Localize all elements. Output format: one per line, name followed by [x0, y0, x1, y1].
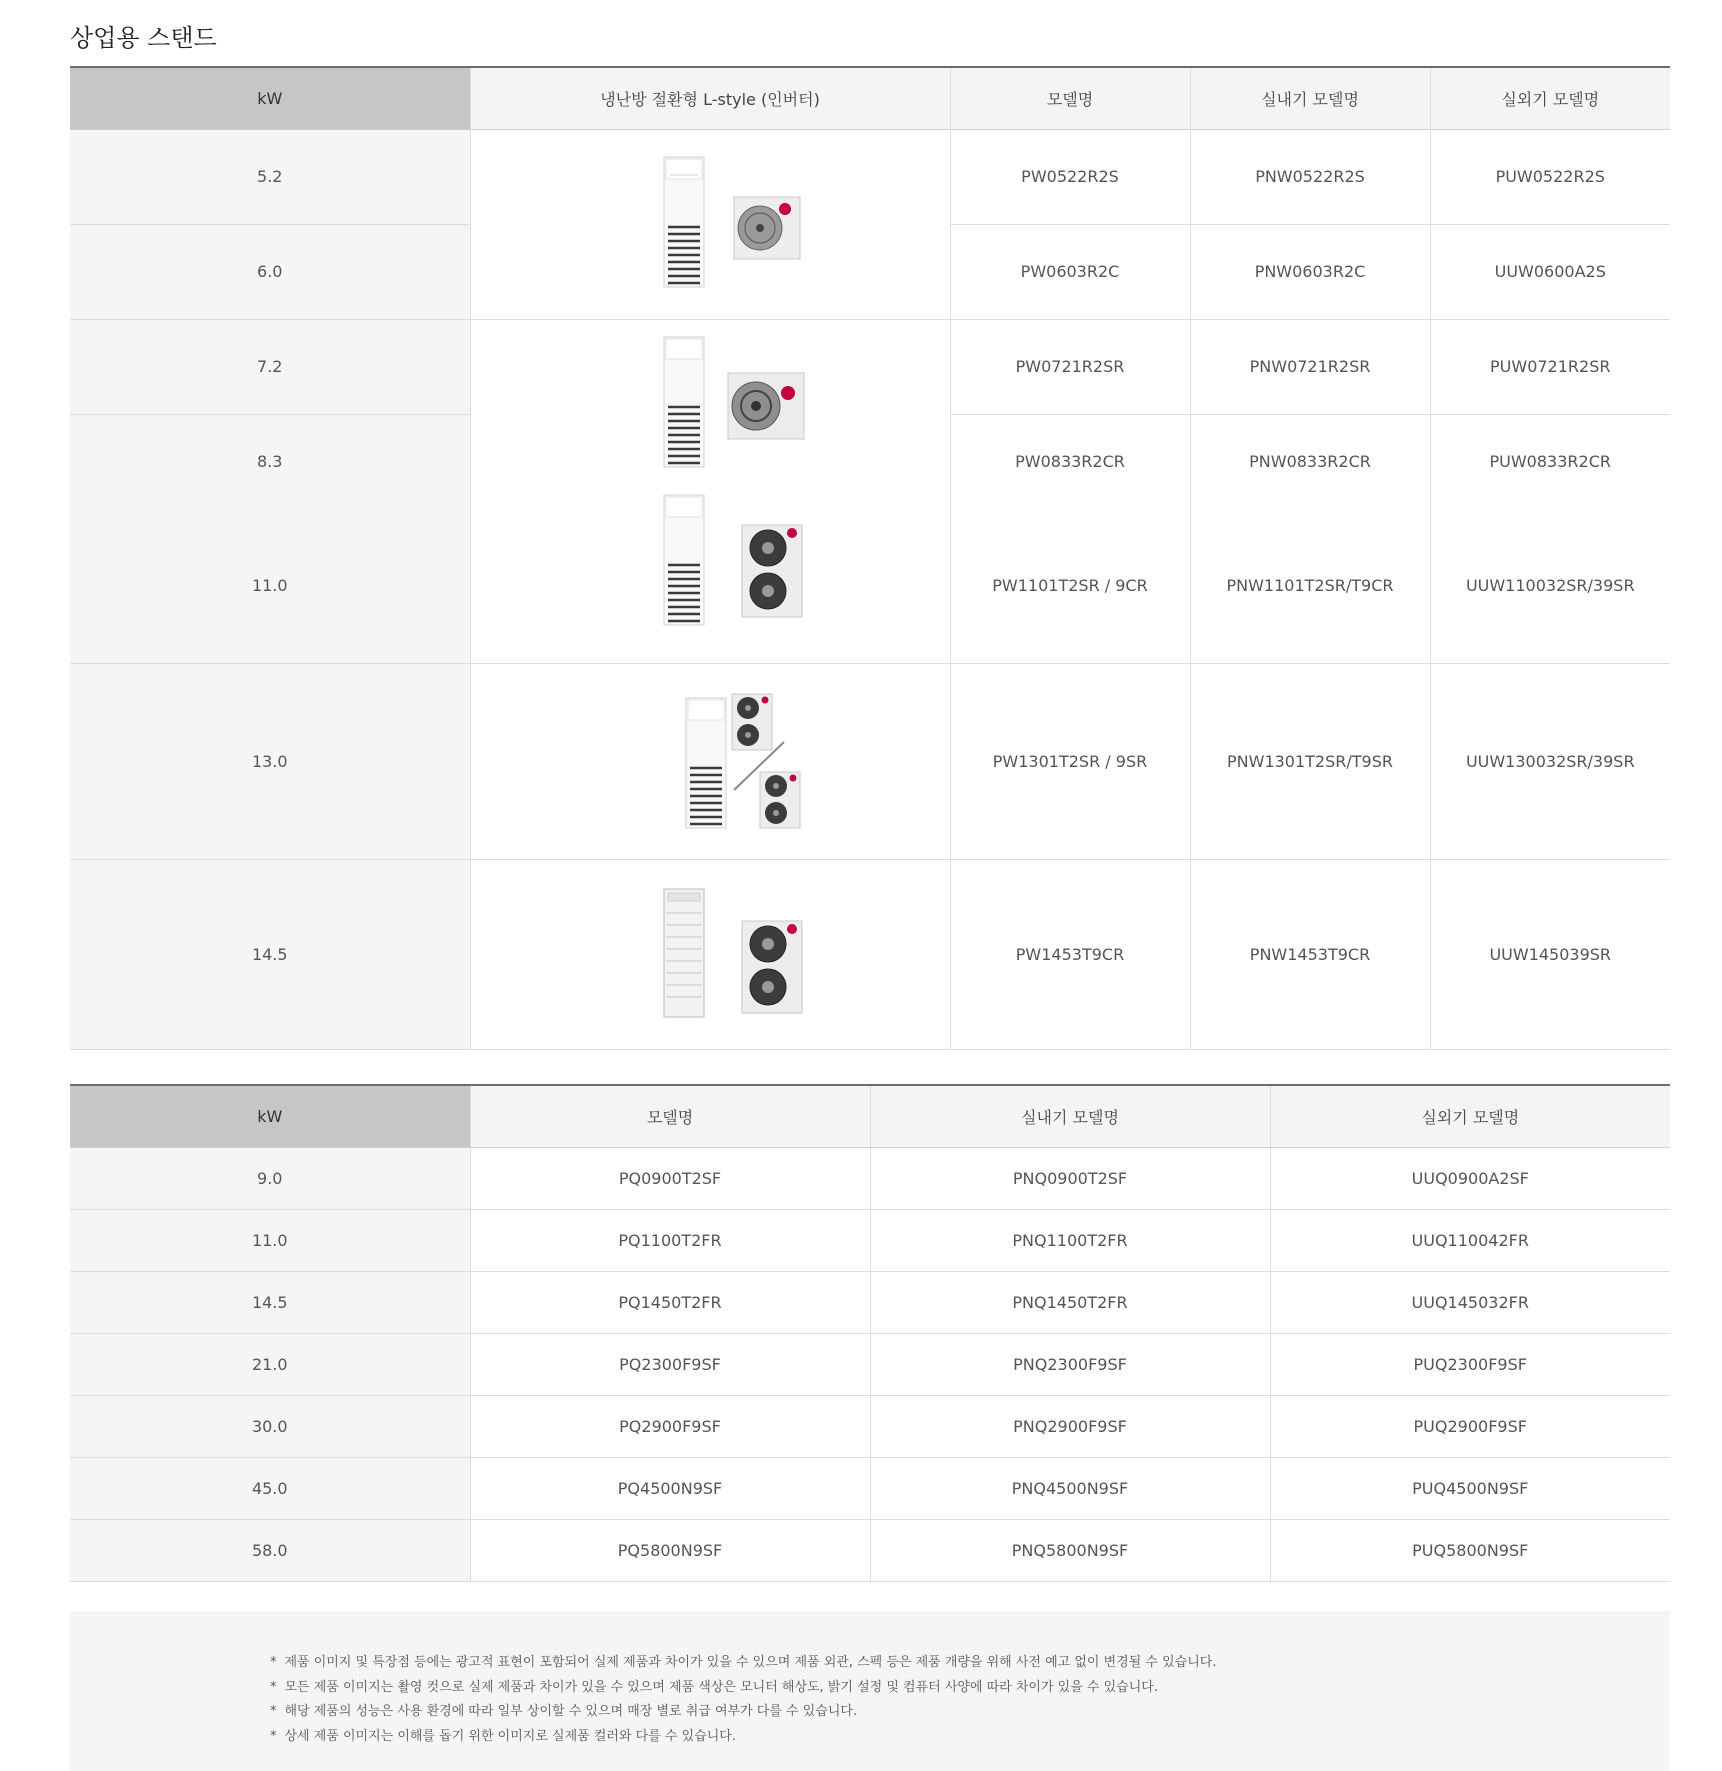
model-cell: PQ2900F9SF — [470, 1395, 870, 1457]
model-cell: PQ2300F9SF — [470, 1333, 870, 1395]
outdoor-model-cell: UUW145039SR — [1430, 859, 1670, 1049]
indoor-model-cell: PNQ4500N9SF — [870, 1457, 1270, 1519]
disclaimer-list — [70, 1611, 1670, 1749]
section-title: 상업용 스탠드 — [70, 24, 217, 52]
table-row — [70, 1333, 1670, 1395]
disclaimer-text: 상세 제품 이미지는 이해를 돕기 위한 이미지로 실제품 컬러와 다를 수 있습니다. — [284, 1728, 736, 1744]
bullet-mark: * — [270, 1704, 277, 1719]
outdoor-model-cell: PUQ5800N9SF — [1270, 1519, 1670, 1581]
kw-column-header: kW — [70, 67, 470, 129]
indoor-model-cell: PNW1101T2SR/T9CR — [1190, 509, 1430, 663]
kw-cell: 6.0 — [70, 224, 470, 319]
disclaimer-text: 해당 제품의 성능은 사용 환경에 따라 일부 상이할 수 있으며 매장 별로 취급 여부가 다를 수 있습니다. — [284, 1704, 858, 1719]
table-row — [70, 1457, 1670, 1519]
indoor-model-column-header: 실내기 모델명 — [870, 1085, 1270, 1147]
product-spec-table-standard — [70, 1084, 1670, 1582]
outdoor-model-cell: PUQ2900F9SF — [1270, 1395, 1670, 1457]
indoor-model-cell: PNQ0900T2SF — [870, 1147, 1270, 1209]
indoor-model-cell: PNQ1100T2FR — [870, 1209, 1270, 1271]
air-conditioner-product-photo — [610, 879, 810, 1029]
kw-cell: 14.5 — [70, 1271, 470, 1333]
kw-column-header: kW — [70, 1085, 470, 1147]
outdoor-model-cell: UUW110032SR/39SR — [1430, 509, 1670, 663]
disclaimer-box — [70, 1611, 1670, 1771]
disclaimer-item — [270, 1725, 1670, 1750]
table-row — [70, 129, 1670, 224]
model-column-header: 모델명 — [950, 67, 1190, 129]
product-image-cell — [470, 859, 950, 1049]
outdoor-model-cell: UUW130032SR/39SR — [1430, 663, 1670, 859]
kw-cell: 11.0 — [70, 509, 470, 663]
indoor-model-cell: PNQ1450T2FR — [870, 1271, 1270, 1333]
indoor-model-cell: PNW0721R2SR — [1190, 319, 1430, 414]
model-cell: PQ1100T2FR — [470, 1209, 870, 1271]
model-cell: PQ1450T2FR — [470, 1271, 870, 1333]
model-cell: PQ0900T2SF — [470, 1147, 870, 1209]
table-row — [70, 1271, 1670, 1333]
outdoor-model-column-header: 실외기 모델명 — [1430, 67, 1670, 129]
outdoor-model-cell: UUQ110042FR — [1270, 1209, 1670, 1271]
outdoor-model-cell: PUW0833R2CR — [1430, 414, 1670, 509]
model-cell: PQ4500N9SF — [470, 1457, 870, 1519]
kw-cell: 45.0 — [70, 1457, 470, 1519]
lg-logo-icon — [787, 924, 797, 934]
table-row — [70, 1147, 1670, 1209]
outdoor-model-cell: UUQ145032FR — [1270, 1271, 1670, 1333]
table-row — [70, 1209, 1670, 1271]
kw-cell: 5.2 — [70, 129, 470, 224]
product-image-cell — [470, 319, 950, 663]
kw-cell: 8.3 — [70, 414, 470, 509]
kw-cell: 58.0 — [70, 1519, 470, 1581]
lg-logo-icon — [787, 528, 797, 538]
model-cell: PW1453T9CR — [950, 859, 1190, 1049]
product-column-header: 냉난방 절환형 L-style (인버터) — [470, 67, 950, 129]
disclaimer-item — [270, 1676, 1670, 1701]
indoor-model-cell: PNQ5800N9SF — [870, 1519, 1270, 1581]
table-row — [70, 859, 1670, 1049]
air-conditioner-product-photo — [610, 149, 810, 299]
indoor-model-cell: PNW1453T9CR — [1190, 859, 1430, 1049]
model-cell: PW0603R2C — [950, 224, 1190, 319]
outdoor-model-cell: PUW0522R2S — [1430, 129, 1670, 224]
table-row — [70, 1519, 1670, 1581]
model-cell: PW1101T2SR / 9CR — [950, 509, 1190, 663]
table-header-row — [70, 1085, 1670, 1147]
table-row — [70, 1395, 1670, 1457]
model-column-header: 모델명 — [470, 1085, 870, 1147]
bullet-mark: * — [270, 1655, 277, 1670]
kw-cell: 21.0 — [70, 1333, 470, 1395]
indoor-model-cell: PNW0833R2CR — [1190, 414, 1430, 509]
outdoor-model-cell: UUQ0900A2SF — [1270, 1147, 1670, 1209]
air-conditioner-product-photo — [610, 331, 810, 651]
outdoor-model-cell: UUW0600A2S — [1430, 224, 1670, 319]
disclaimer-item — [270, 1700, 1670, 1725]
kw-cell: 30.0 — [70, 1395, 470, 1457]
outdoor-model-cell: PUQ2300F9SF — [1270, 1333, 1670, 1395]
air-conditioner-product-photo — [610, 686, 810, 836]
disclaimer-text: 제품 이미지 및 특장점 등에는 광고적 표현이 포함되어 실제 제품과 차이가 있을 수 있으며 제품 외관, 스펙 등은 제품 개량을 위해 사전 예고 없이 변경될 수 있습니다. — [284, 1655, 1217, 1670]
kw-cell: 13.0 — [70, 663, 470, 859]
indoor-model-cell: PNQ2300F9SF — [870, 1333, 1270, 1395]
outdoor-model-cell: PUQ4500N9SF — [1270, 1457, 1670, 1519]
outdoor-model-cell: PUW0721R2SR — [1430, 319, 1670, 414]
model-cell: PW0721R2SR — [950, 319, 1190, 414]
kw-cell: 7.2 — [70, 319, 470, 414]
model-cell: PW0522R2S — [950, 129, 1190, 224]
kw-cell: 14.5 — [70, 859, 470, 1049]
kw-cell: 9.0 — [70, 1147, 470, 1209]
product-image-cell — [470, 129, 950, 319]
indoor-model-cell: PNW0522R2S — [1190, 129, 1430, 224]
model-cell: PW1301T2SR / 9SR — [950, 663, 1190, 859]
indoor-model-cell: PNW0603R2C — [1190, 224, 1430, 319]
model-cell: PW0833R2CR — [950, 414, 1190, 509]
bullet-mark: * — [270, 1728, 277, 1744]
kw-cell: 11.0 — [70, 1209, 470, 1271]
indoor-model-cell: PNW1301T2SR/T9SR — [1190, 663, 1430, 859]
lg-logo-icon — [781, 386, 795, 400]
table-row — [70, 663, 1670, 859]
indoor-model-cell: PNQ2900F9SF — [870, 1395, 1270, 1457]
bullet-mark: * — [270, 1679, 277, 1695]
product-image-cell — [470, 663, 950, 859]
product-spec-table-lstyle — [70, 66, 1670, 1050]
disclaimer-text: 모든 제품 이미지는 촬영 컷으로 실제 제품과 차이가 있을 수 있으며 제품 색상은 모니터 해상도, 밝기 설정 및 컴퓨터 사양에 따라 차이가 있을 수 있습니다. — [284, 1679, 1158, 1695]
table-row — [70, 319, 1670, 414]
outdoor-model-column-header: 실외기 모델명 — [1270, 1085, 1670, 1147]
model-cell: PQ5800N9SF — [470, 1519, 870, 1581]
table-header-row — [70, 67, 1670, 129]
lg-logo-icon — [790, 775, 797, 782]
disclaimer-item — [270, 1651, 1670, 1676]
lg-logo-icon — [779, 203, 791, 215]
indoor-model-column-header: 실내기 모델명 — [1190, 67, 1430, 129]
